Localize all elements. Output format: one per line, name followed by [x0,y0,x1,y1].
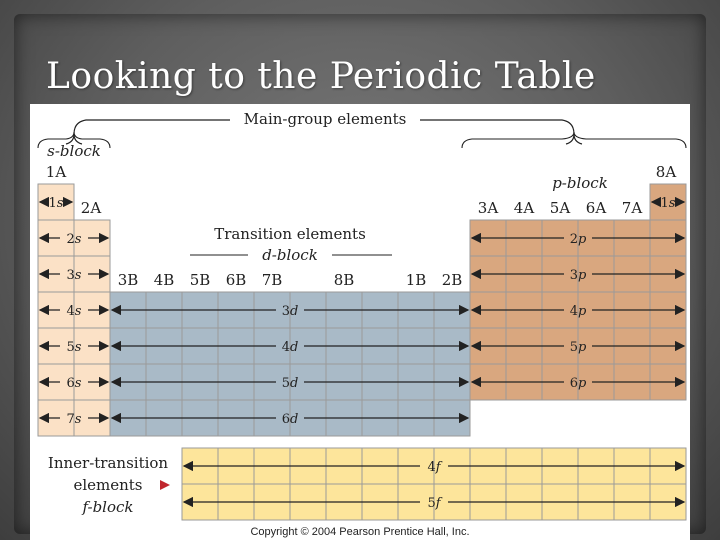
orbital-1s-label: 1s [48,196,64,211]
p-block-brace [462,132,686,148]
group-8b-label: 8B [333,271,355,289]
s-block-label: s-block [47,142,101,160]
group-2a-label: 2A [80,199,102,217]
slide-title: Looking to the Periodic Table [46,56,596,97]
orbital-5d-label: 5d [281,376,299,391]
group-2b-label: 2B [441,271,463,289]
orbital-4d-label: 4d [281,340,299,355]
group-4a-label: 4A [513,199,535,217]
main-group-label: Main-group elements [243,110,407,128]
group-7a-label: 7A [621,199,643,217]
group-6a-label: 6A [585,199,607,217]
pointer-triangle-icon [160,480,170,490]
orbital-4s-label: 4s [66,304,82,319]
orbital-5s-label: 5s [66,340,82,355]
inner-transition-elements-label: elements [73,476,143,494]
inner-transition-label: Inner-transition [47,454,169,472]
orbital-6p-label: 6p [569,376,587,391]
orbital-7s-label: 7s [66,412,82,427]
orbital-6s-label: 6s [66,376,82,391]
group-8a-label: 8A [655,163,677,181]
p-block-label: p-block [552,174,608,192]
copyright-text: Copyright © 2004 Pearson Prentice Hall, Inc. [250,526,470,538]
orbital-2s-label: 2s [66,232,82,247]
p-group-labels [478,199,643,217]
orbital-6d-label: 6d [281,412,299,427]
orbital-5p-label: 5p [569,340,587,355]
orbital-3p-label: 3p [569,268,587,283]
group-4b-label: 4B [153,271,175,289]
orbital-5f-label: 5f [427,496,441,511]
group-3a-label: 3A [477,199,499,217]
transition-elements-label: Transition elements [214,225,366,243]
group-1b-label: 1B [405,271,427,289]
orbital-4p-label: 4p [569,304,587,319]
group-5b-label: 5B [189,271,211,289]
d-block-label: d-block [262,246,318,264]
orbital-he-1s-label: 1s [660,196,676,211]
d-group-labels [118,271,463,289]
group-3b-label: 3B [117,271,139,289]
group-1a-label: 1A [45,163,67,181]
group-7b-label: 7B [261,271,283,289]
orbital-3d-label: 3d [281,304,299,319]
f-block-label: f-block [82,498,134,516]
orbital-3s-label: 3s [66,268,82,283]
periodic-table-svg [30,104,690,540]
group-6b-label: 6B [225,271,247,289]
orbital-2p-label: 2p [569,232,587,247]
group-5a-label: 5A [549,199,571,217]
periodic-table-figure [30,104,690,540]
orbital-4f-label: 4f [427,460,441,475]
